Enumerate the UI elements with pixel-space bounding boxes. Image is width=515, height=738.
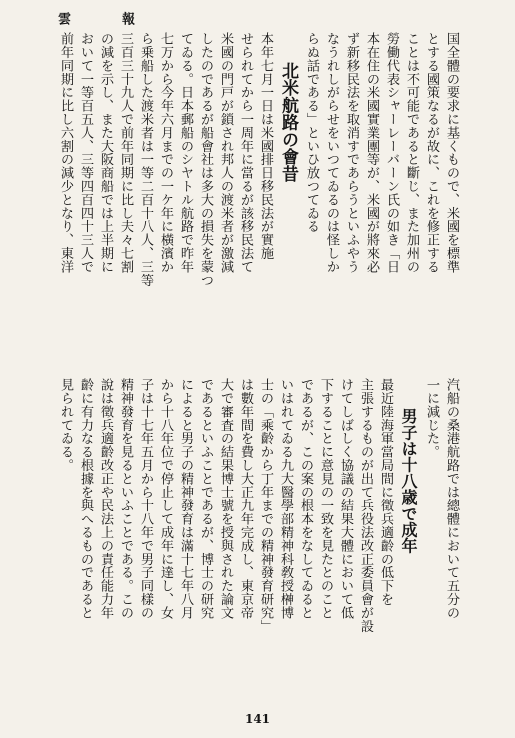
text-line: 主張するものが出て兵役法改正委員會が設 (358, 378, 373, 633)
text-line: 勞働代表シャーレーバーン氏の如き「日 (384, 32, 399, 274)
text-line: 精神發育を見るといふことである。この (118, 378, 133, 620)
section-divider (30, 370, 485, 371)
text-line: てゐる。日本郵船のシヤトル航路で昨年 (178, 32, 193, 274)
section-heading: 男子は十八歳で成年 (399, 408, 418, 554)
text-line: 汽船の桑港航路では總體において五分の (444, 378, 459, 620)
text-line: 士の「乘齡から丁年までの精神發育研究」 (258, 378, 273, 633)
running-header-right: 報 (119, 12, 134, 25)
text-line: とする國策なるが故に、これを修正する (424, 32, 439, 274)
text-line: 下することに意見の一致を見たとのこと (318, 378, 333, 620)
text-line: によると男子の精神發育は滿十七年八月 (178, 378, 193, 620)
text-line: 齡に有力なる根據を與へるものであると (78, 378, 93, 620)
text-line: は數年間を費し大正九年完成し、東京帝 (238, 378, 253, 620)
text-line: なうれしがらせをいつてゐるのは怪しか (324, 32, 339, 274)
text-line: いはれてゐる九大醫學部精神科敎授榊博 (278, 378, 293, 620)
text-line: 前年同期に比し六割の減少となり、東洋 (58, 32, 73, 274)
text-line: 七万から今年六月までの一ケ年に橫濱か (158, 32, 173, 274)
text-line: したのであるが船會社は多大の損失を蒙つ (198, 32, 213, 287)
text-line: 国全體の要求に基くもので、米國を標準 (444, 32, 459, 274)
top-text-block (41, 32, 461, 367)
text-line: 米國の門戸が鎖され邦人の渡米者が激減 (218, 32, 233, 274)
text-line: 最近陸海軍當局間に徵兵適齡の低下を (378, 378, 393, 606)
section-heading: 北米航路の會昔 (278, 62, 298, 183)
text-line: であるが、この案の根本をなしてゐると (298, 378, 313, 620)
text-line: せられてから一周年に當るが該移民法て (238, 32, 253, 274)
text-line: 本在住の米國實業團等が、米國が將來必 (364, 32, 379, 274)
bottom-text-block (41, 378, 461, 708)
page-number: 141 (244, 712, 271, 726)
text-line: 說は徵兵適齡改正や民法上の責任能力年 (98, 378, 113, 620)
text-line: 見られてゐる。 (58, 378, 73, 472)
text-line: らぬ話である」といひ放つてゐる (304, 32, 319, 233)
text-line: ら乗船した渡米者は一等二百十八人、三等 (138, 32, 153, 287)
text-line: 一に減じた。 (424, 378, 439, 459)
text-line: ことは不可能であると斷じ、また加州の (404, 32, 419, 274)
text-line: の減を示し、また大阪商船では上半期に (98, 32, 113, 274)
text-line: 子は十七年五月から十八年で男子同樣の (138, 378, 153, 620)
text-line: 本年七月一日は米國排日移民法が實施 (258, 32, 273, 260)
text-line: であるといふことであるが、博士の研究 (198, 378, 213, 620)
text-line: 大で審査の結果博士號を授與された論文 (218, 378, 233, 620)
text-line: けてしばしく協議の結果大體において低 (338, 378, 353, 620)
running-header-left: 雲 (55, 12, 70, 25)
text-line: ず新移民法を取消すであらうといふやう (344, 32, 359, 274)
text-line: 三百三十九人で前年同期に比し夫々七割 (118, 32, 133, 274)
text-line: おいて一等百五人、三等四百四十三人で (78, 32, 93, 274)
text-line: から十八年位で停止して成年に達し、女 (158, 378, 173, 620)
